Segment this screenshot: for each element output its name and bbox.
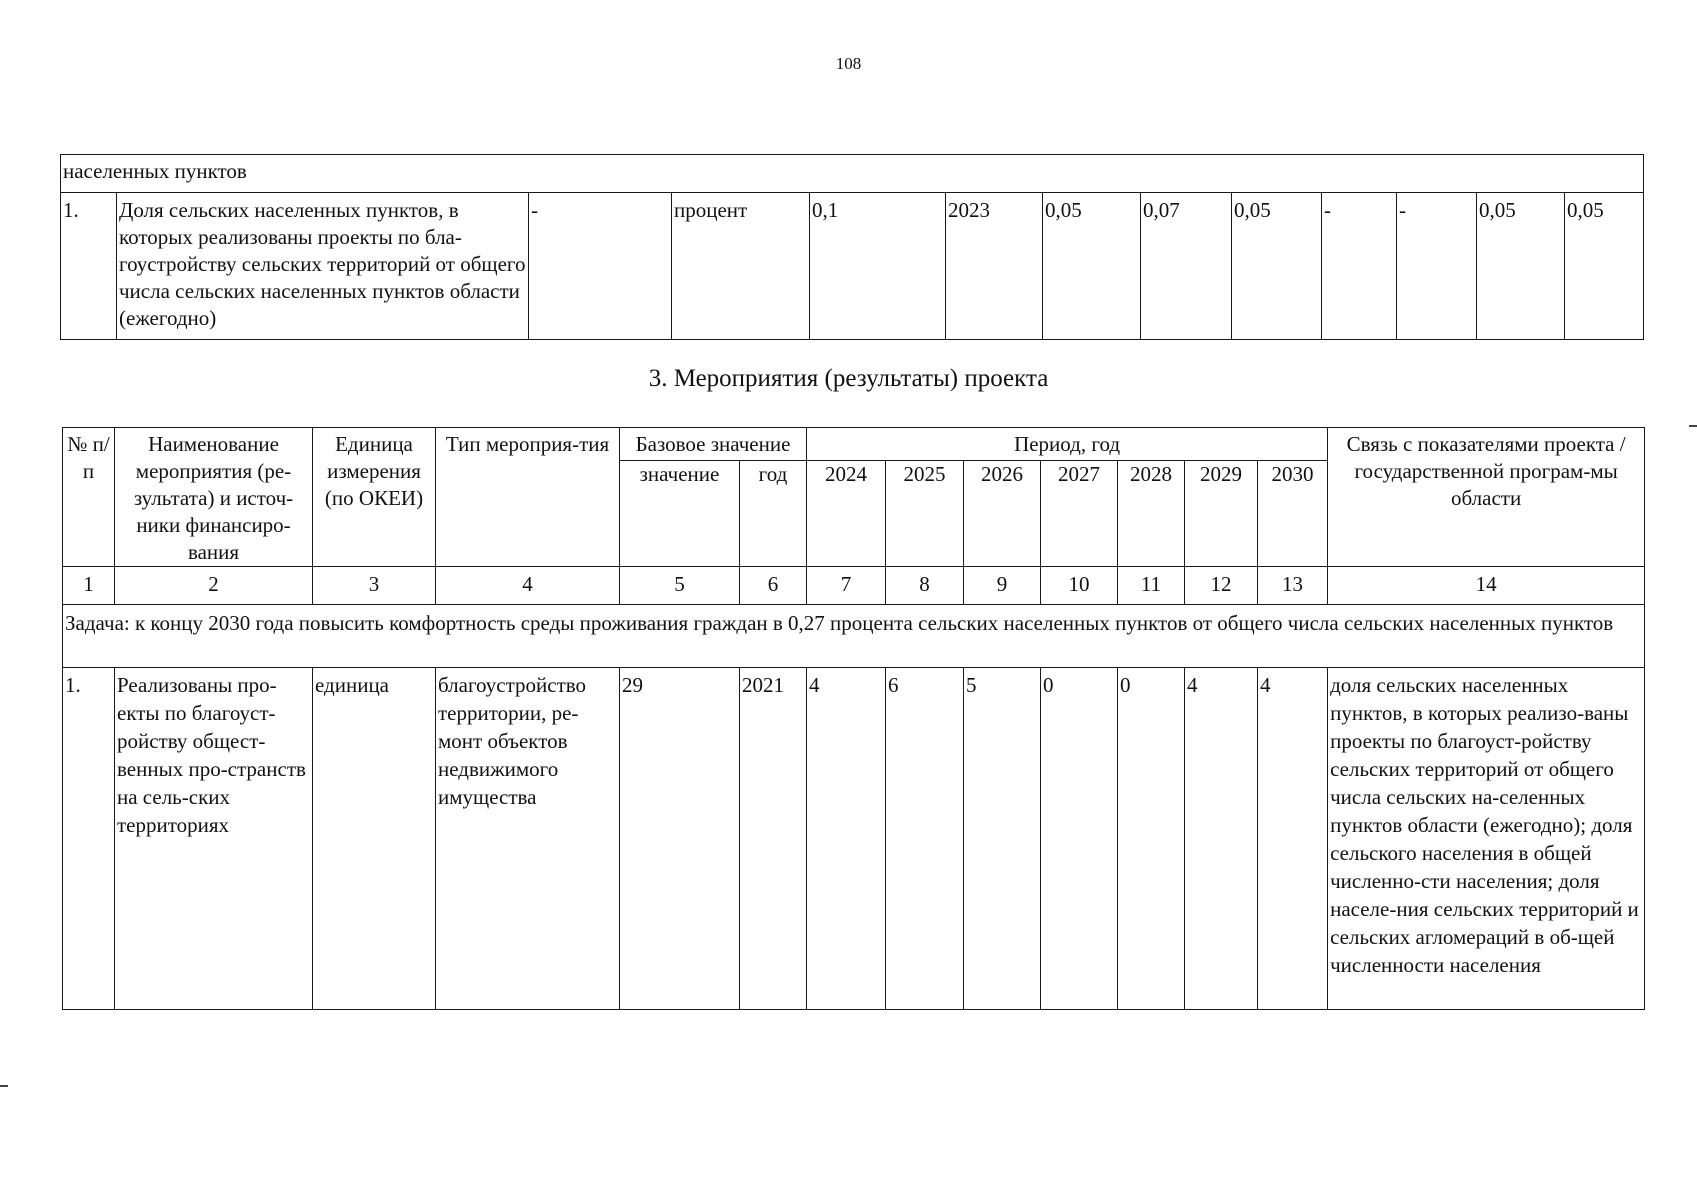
indicator-base-value: 0,1 <box>810 193 946 340</box>
indicator-2025: 0,07 <box>1141 193 1232 340</box>
column-number: 11 <box>1118 567 1185 605</box>
activity-value-2030: 4 <box>1258 668 1328 1010</box>
scan-edge-mark <box>0 1085 8 1087</box>
header-period: Период, год <box>807 428 1328 461</box>
group-label: населенных пунктов <box>61 155 1644 193</box>
header-year-2026: 2026 <box>964 460 1041 566</box>
header-type: Тип мероприя-тия <box>436 428 620 567</box>
activities-table <box>62 427 1645 1010</box>
activity-value-2024: 4 <box>807 668 886 1010</box>
column-number: 8 <box>886 567 964 605</box>
activity-indicator-link: доля сельских населенных пунктов, в которых реализо-ваны проекты по благоуст-ройству сельских территорий от общего числа сельских на-селенных пунктов области (ежегодно); доля сельского населения в общей численно-сти населения; доля населе-ния сельских территорий и сельских агломераций в об-щей численности населения <box>1328 668 1645 1010</box>
header-link: Связь с показателями проекта / государственной програм-мы области <box>1328 428 1645 567</box>
indicator-col3: - <box>529 193 672 340</box>
activity-value-2029: 4 <box>1185 668 1258 1010</box>
header-year-2028: 2028 <box>1118 460 1185 566</box>
column-number: 6 <box>740 567 807 605</box>
header-year-2029: 2029 <box>1185 460 1258 566</box>
page-number: 108 <box>835 54 862 73</box>
header-unit: Единица измерения (по ОКЕИ) <box>313 428 436 567</box>
activity-value-2025: 6 <box>886 668 964 1010</box>
column-number: 7 <box>807 567 886 605</box>
scan-edge-mark <box>1689 425 1697 427</box>
activity-name: Реализованы про-екты по благоуст-ройству общест-венных про-странств на сель-ских территориях <box>115 668 313 1010</box>
column-number: 13 <box>1258 567 1328 605</box>
indicator-name: Доля сельских населенных пунктов, в которых реализованы проекты по бла-гоустройству сельских территорий от общего числа сельских населенных пунктов области (ежегодно) <box>117 193 529 340</box>
activity-value-2027: 0 <box>1041 668 1118 1010</box>
table-row <box>61 193 1644 340</box>
header-base: Базовое значение <box>620 428 807 461</box>
header-year-2030: 2030 <box>1258 460 1328 566</box>
header-name: Наименование мероприятия (ре-зультата) и источ-ники финансиро-вания <box>115 428 313 567</box>
column-number: 9 <box>964 567 1041 605</box>
indicators-table-continuation <box>60 154 1644 340</box>
column-number: 5 <box>620 567 740 605</box>
header-year-2027: 2027 <box>1041 460 1118 566</box>
column-number: 1 <box>63 567 115 605</box>
section-title: 3. Мероприятия (результаты) проекта <box>648 365 1049 392</box>
header-base-value: значение <box>620 460 740 566</box>
task-description: Задача: к концу 2030 года повысить комфортность среды проживания граждан в 0,27 процента сельских населенных пунктов от общего числа сельских населенных пунктов <box>63 605 1645 668</box>
activity-type: благоустройство территории, ре-монт объектов недвижимого имущества <box>436 668 620 1010</box>
activity-base-year: 2021 <box>740 668 807 1010</box>
column-number: 3 <box>313 567 436 605</box>
indicator-base-year: 2023 <box>946 193 1043 340</box>
row-number: 1. <box>61 193 117 340</box>
row-number: 1. <box>63 668 115 1010</box>
indicator-2027: - <box>1322 193 1397 340</box>
column-number: 4 <box>436 567 620 605</box>
table-row <box>63 668 1645 1010</box>
header-base-year: год <box>740 460 807 566</box>
column-number: 10 <box>1041 567 1118 605</box>
header-year-2025: 2025 <box>886 460 964 566</box>
header-num: № п/п <box>63 428 115 567</box>
indicator-unit: процент <box>672 193 810 340</box>
column-numbers-row <box>63 567 1645 605</box>
indicator-2028: - <box>1397 193 1477 340</box>
activity-value-2028: 0 <box>1118 668 1185 1010</box>
indicator-2030: 0,05 <box>1565 193 1644 340</box>
indicator-2024: 0,05 <box>1043 193 1141 340</box>
header-year-2024: 2024 <box>807 460 886 566</box>
indicator-2026: 0,05 <box>1232 193 1322 340</box>
column-number: 12 <box>1185 567 1258 605</box>
column-number: 14 <box>1328 567 1645 605</box>
column-number: 2 <box>115 567 313 605</box>
activity-base-value: 29 <box>620 668 740 1010</box>
indicator-2029: 0,05 <box>1477 193 1565 340</box>
activity-unit: единица <box>313 668 436 1010</box>
activity-value-2026: 5 <box>964 668 1041 1010</box>
